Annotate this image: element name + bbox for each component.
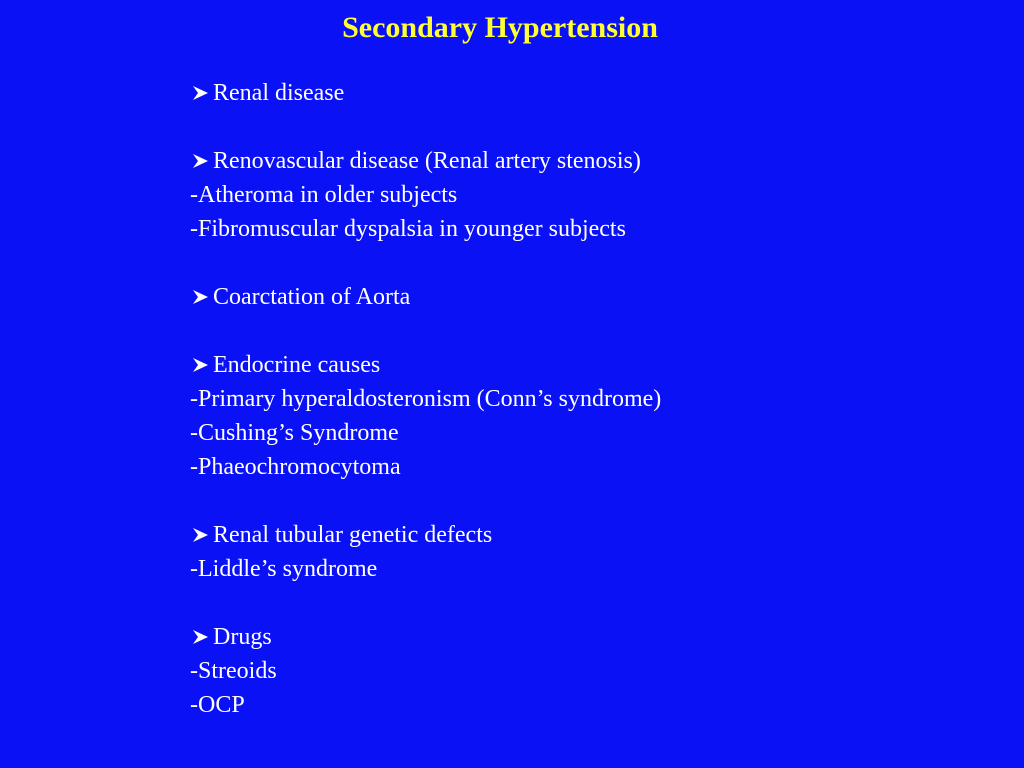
- section-heading-text: Renal tubular genetic defects: [213, 522, 493, 548]
- list-item: -OCP: [190, 692, 245, 718]
- spacer: [190, 484, 990, 518]
- arrowhead-bullet-icon: [190, 288, 211, 306]
- section-heading-text: Endocrine causes: [213, 352, 381, 378]
- list-item: -Primary hyperaldosteronism (Conn’s syndrome): [190, 386, 662, 412]
- arrowhead-bullet-icon: [190, 84, 211, 102]
- list-item: -Phaeochromocytoma: [190, 454, 401, 480]
- list-item: -Cushing’s Syndrome: [190, 420, 399, 446]
- section-heading-text: Drugs: [213, 624, 272, 650]
- section-heading: [190, 76, 990, 110]
- list-item: -Liddle’s syndrome: [190, 556, 378, 582]
- spacer: [190, 110, 990, 144]
- section-heading-text: Renal disease: [213, 80, 345, 106]
- arrowhead-bullet-icon: [190, 152, 211, 170]
- section-heading-text: Renovascular disease (Renal artery stenosis): [213, 148, 641, 174]
- section-heading: [190, 348, 990, 382]
- section-heading-text: Coarctation of Aorta: [213, 284, 411, 310]
- list-item: -Atheroma in older subjects: [190, 182, 458, 208]
- arrowhead-bullet-icon: [190, 628, 211, 646]
- spacer: [190, 246, 990, 280]
- spacer: [190, 586, 990, 620]
- spacer: [190, 314, 990, 348]
- arrowhead-bullet-icon: [190, 526, 211, 544]
- section-heading: [190, 144, 990, 178]
- list-item: -Fibromuscular dyspalsia in younger subjects: [190, 216, 626, 242]
- section-heading: [190, 518, 990, 552]
- section-heading: [190, 280, 990, 314]
- list-item: -Streoids: [190, 658, 277, 684]
- section-heading: [190, 620, 990, 654]
- slide-content: [190, 76, 990, 722]
- arrowhead-bullet-icon: [190, 356, 211, 374]
- slide-title: Secondary Hypertension: [342, 11, 658, 44]
